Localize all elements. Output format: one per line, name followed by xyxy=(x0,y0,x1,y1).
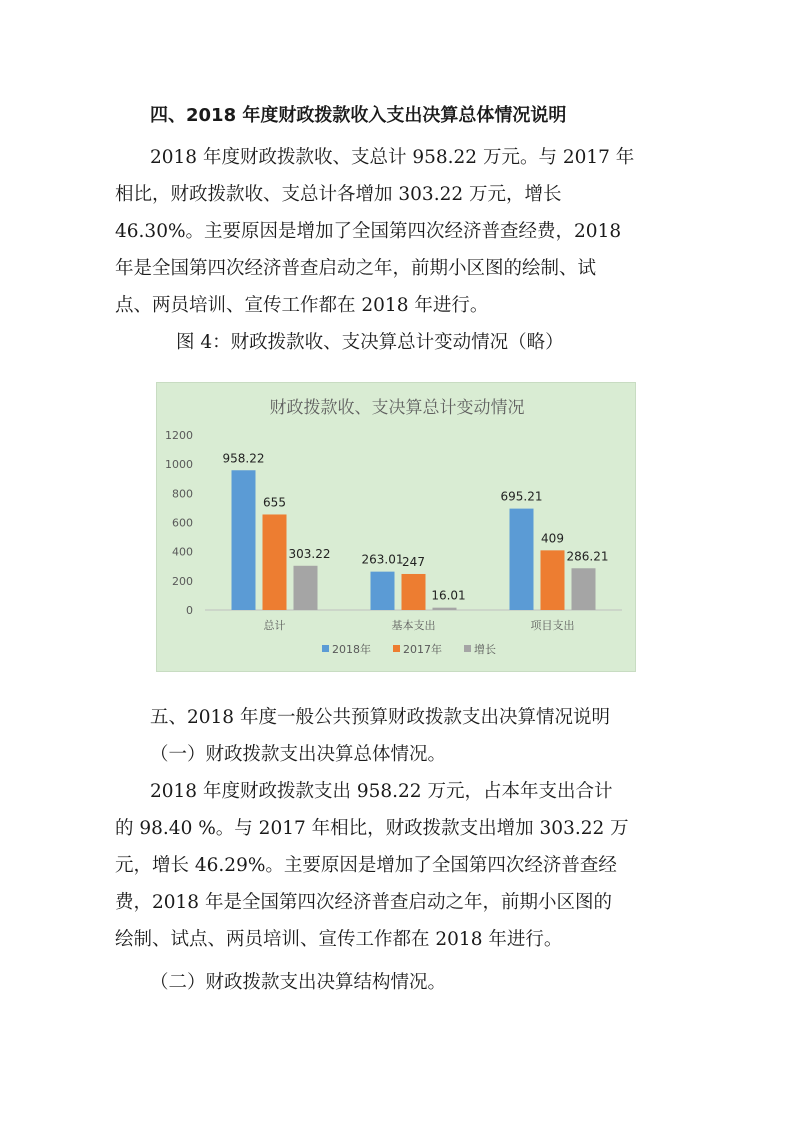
legend-swatch xyxy=(393,645,400,652)
y-tick-label: 1200 xyxy=(165,429,193,442)
bar-1-2 xyxy=(433,608,457,610)
section5-line-1: 2018 年度财政拨款支出 958.22 万元，占本年支出合计 xyxy=(150,781,613,802)
figure-caption: 图 4：财政拨款收、支决算总计变动情况（略） xyxy=(176,332,564,353)
data-label: 247 xyxy=(402,554,425,569)
category-label: 项目支出 xyxy=(530,619,575,632)
data-label: 409 xyxy=(541,531,564,546)
chart-svg xyxy=(157,383,637,673)
y-tick-label: 200 xyxy=(172,574,193,588)
section4-line-1: 2018 年度财政拨款收、支总计 958.22 万元。与 2017 年 xyxy=(150,147,635,168)
category-label: 基本支出 xyxy=(391,619,436,632)
legend-swatch xyxy=(464,645,471,652)
data-label: 695.21 xyxy=(500,489,543,504)
bar-chart xyxy=(156,382,636,672)
bar-2-2 xyxy=(572,568,596,610)
section4-line-5: 点、两员培训、宣传工作都在 2018 年进行。 xyxy=(115,295,489,316)
data-label: 303.22 xyxy=(288,546,331,561)
bar-0-2 xyxy=(294,566,318,610)
section4-line-3: 46.30%。主要原因是增加了全国第四次经济普查经费，2018 xyxy=(115,221,622,242)
y-tick-label: 800 xyxy=(172,487,193,501)
section5-line-4: 费，2018 年是全国第四次经济普查启动之年，前期小区图的 xyxy=(115,892,612,913)
legend-label: 2018年 xyxy=(332,643,371,656)
chart-title: 财政拨款收、支决算总计变动情况 xyxy=(269,398,525,418)
section5-sub1: （一）财政拨款支出决算总体情况。 xyxy=(150,744,447,765)
y-tick-label: 600 xyxy=(172,516,193,530)
section5-sub2: （二）财政拨款支出决算结构情况。 xyxy=(150,972,447,993)
data-label: 958.22 xyxy=(222,451,265,466)
bar-1-1 xyxy=(402,574,426,610)
legend-swatch xyxy=(322,645,329,652)
section5-heading: 五、2018 年度一般公共预算财政拨款支出决算情况说明 xyxy=(150,707,610,728)
section5-line-2: 的 98.40 %。与 2017 年相比，财政拨款支出增加 303.22 万 xyxy=(115,818,629,839)
y-tick-label: 400 xyxy=(172,545,193,559)
bar-2-1 xyxy=(541,550,565,610)
data-label: 655 xyxy=(263,495,286,510)
bar-0-0 xyxy=(232,470,256,610)
section4-line-2: 相比，财政拨款收、支总计各增加 303.22 万元，增长 xyxy=(115,184,562,205)
legend-label: 增长 xyxy=(474,643,496,656)
section4-heading: 四、2018 年度财政拨款收入支出决算总体情况说明 xyxy=(150,105,567,126)
bar-1-0 xyxy=(371,572,395,610)
legend-label: 2017年 xyxy=(403,643,442,656)
data-label: 263.01 xyxy=(361,552,404,567)
data-label: 16.01 xyxy=(431,588,466,603)
y-tick-label: 1000 xyxy=(165,458,193,472)
bar-0-1 xyxy=(263,514,287,610)
data-label: 286.21 xyxy=(566,549,609,564)
category-label: 总计 xyxy=(263,619,286,632)
chart-legend xyxy=(322,642,496,656)
section4-line-4: 年是全国第四次经济普查启动之年，前期小区图的绘制、试 xyxy=(115,258,597,279)
bar-2-0 xyxy=(510,509,534,610)
section5-line-3: 元，增长 46.29%。主要原因是增加了全国第四次经济普查经 xyxy=(115,855,617,876)
bar-group xyxy=(223,451,609,610)
section5-line-5: 绘制、试点、两员培训、宣传工作都在 2018 年进行。 xyxy=(115,929,563,950)
category-axis xyxy=(264,618,575,632)
y-tick-label: 0 xyxy=(186,604,193,617)
